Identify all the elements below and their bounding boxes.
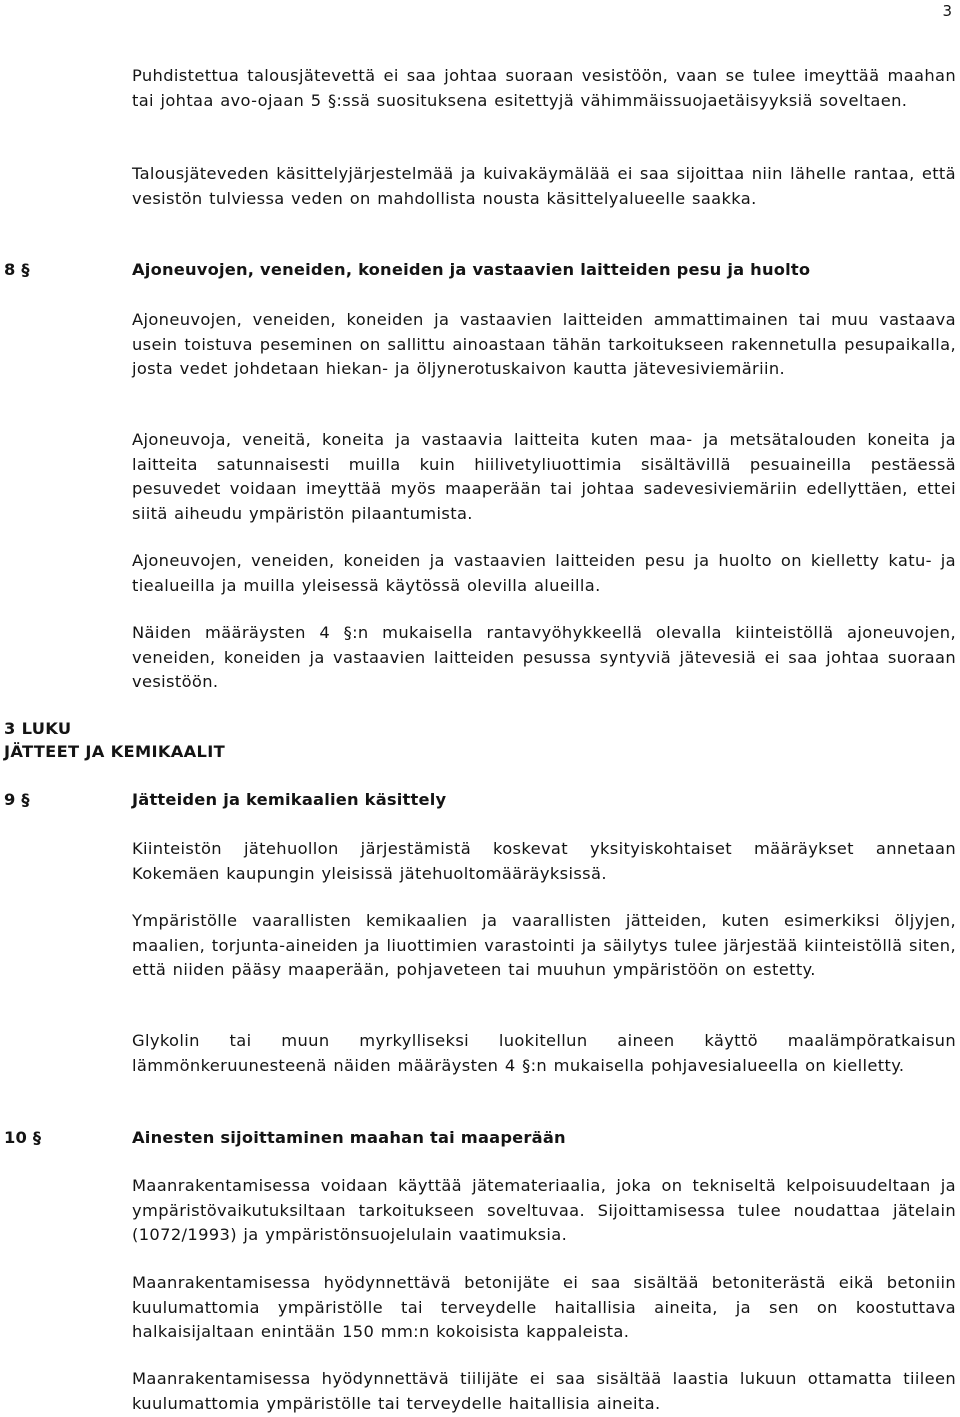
section-10-paragraph-3: Maanrakentamisessa hyödynnettävä tiilijäte ei saa sisältää laastia lukuun ottamatta tiileen kuulumattomia ympäristölle tai terveydelle haitallisia aineita. (132, 1369, 956, 1413)
intro-paragraph-2: Talousjäteveden käsittelyjärjestelmää ja kuivakäymälää ei saa sijoittaa niin lähelle rantaa, että vesistön tulviessa veden on mahdollista nousta käsittelyalueelle saakka. (132, 164, 956, 208)
section-8-number: 8 § (4, 260, 30, 279)
section-8-paragraph-3: Ajoneuvojen, veneiden, koneiden ja vastaavien laitteiden pesu ja huolto on kielletty katu- ja tiealueilla ja muilla yleisessä käytössä olevilla alueilla. (132, 551, 956, 595)
section-10-paragraph-1: Maanrakentamisessa voidaan käyttää jätemateriaalia, joka on tekniseltä kelpoisuudeltaan ja ympäristövaikutuksiltaan tarkoitukseen soveltuvaa. Sijoittamisessa tulee noudattaa jätelain (1072/1993) ja ympäristönsuojelulain vaatimuksia. (132, 1176, 956, 1244)
section-9-title: Jätteiden ja kemikaalien käsittely (132, 790, 447, 809)
section-9-number: 9 § (4, 790, 30, 809)
page-number: 3 (942, 2, 952, 20)
section-9-paragraph-2: Ympäristölle vaarallisten kemikaalien ja vaarallisten jätteiden, kuten esimerkiksi öljyjen, maalien, torjunta-aineiden ja liuottimien varastointi ja säilytys tulee järjestää kiinteistöllä siten, että niiden pääsy maaperään, pohjaveteen tai muuhun ympäristöön on estetty. (132, 911, 956, 979)
section-10-number: 10 § (4, 1128, 42, 1147)
chapter-3-title: JÄTTEET JA KEMIKAALIT (4, 742, 225, 761)
section-9-paragraph-3: Glykolin tai muun myrkylliseksi luokitellun aineen käyttö maalämpöratkaisun lämmönkeruunesteenä näiden määräysten 4 §:n mukaisella pohjavesialueella on kielletty. (132, 1031, 956, 1075)
section-8-title: Ajoneuvojen, veneiden, koneiden ja vastaavien laitteiden pesu ja huolto (132, 260, 811, 279)
section-8-paragraph-2: Ajoneuvoja, veneitä, koneita ja vastaavia laitteita kuten maa- ja metsätalouden koneita ja laitteita satunnaisesti muilla kuin hiilivetyliuottimia sisältävillä pesuaineilla pestäessä pesuvedet voidaan imeyttää myös maaperään tai johtaa sadevesiviemäriin edellyttäen, ettei siitä aiheudu ympäristön pilaantumista. (132, 430, 956, 523)
section-9-paragraph-1: Kiinteistön jätehuollon järjestämistä koskevat yksityiskohtaiset määräykset annetaan Kokemäen kaupungin yleisissä jätehuoltomääräyksissä. (132, 839, 956, 883)
section-8-paragraph-4: Näiden määräysten 4 §:n mukaisella rantavyöhykkeellä olevalla kiinteistöllä ajoneuvojen, veneiden, koneiden ja vastaavien laitteiden pesussa syntyviä jätevesiä ei saa johtaa suoraan vesistöön. (132, 623, 956, 691)
section-8-paragraph-1: Ajoneuvojen, veneiden, koneiden ja vastaavien laitteiden ammattimainen tai muu vastaava usein toistuva peseminen on sallittu ainoastaan tähän tarkoitukseen rakennetulla pesupaikalla, josta vedet johdetaan hiekan- ja öljynerotuskaivon kautta jätevesiviemäriin. (132, 310, 956, 378)
intro-paragraph-1: Puhdistettua talousjätevettä ei saa johtaa suoraan vesistöön, vaan se tulee imeyttää maahan tai johtaa avo-ojaan 5 §:ssä suosituksena esitettyjä vähimmäissuojaetäisyyksiä soveltaen. (132, 66, 956, 110)
section-10-title: Ainesten sijoittaminen maahan tai maaperään (132, 1128, 566, 1147)
section-10-paragraph-2: Maanrakentamisessa hyödynnettävä betonijäte ei saa sisältää betoniterästä eikä betoniin kuulumattomia ympäristölle tai terveydelle haitallisia aineita, ja sen on koostuttava halkaisijaltaan enintään 150 mm:n kokoisista kappaleista. (132, 1273, 956, 1341)
chapter-3-label: 3 LUKU (4, 719, 72, 738)
